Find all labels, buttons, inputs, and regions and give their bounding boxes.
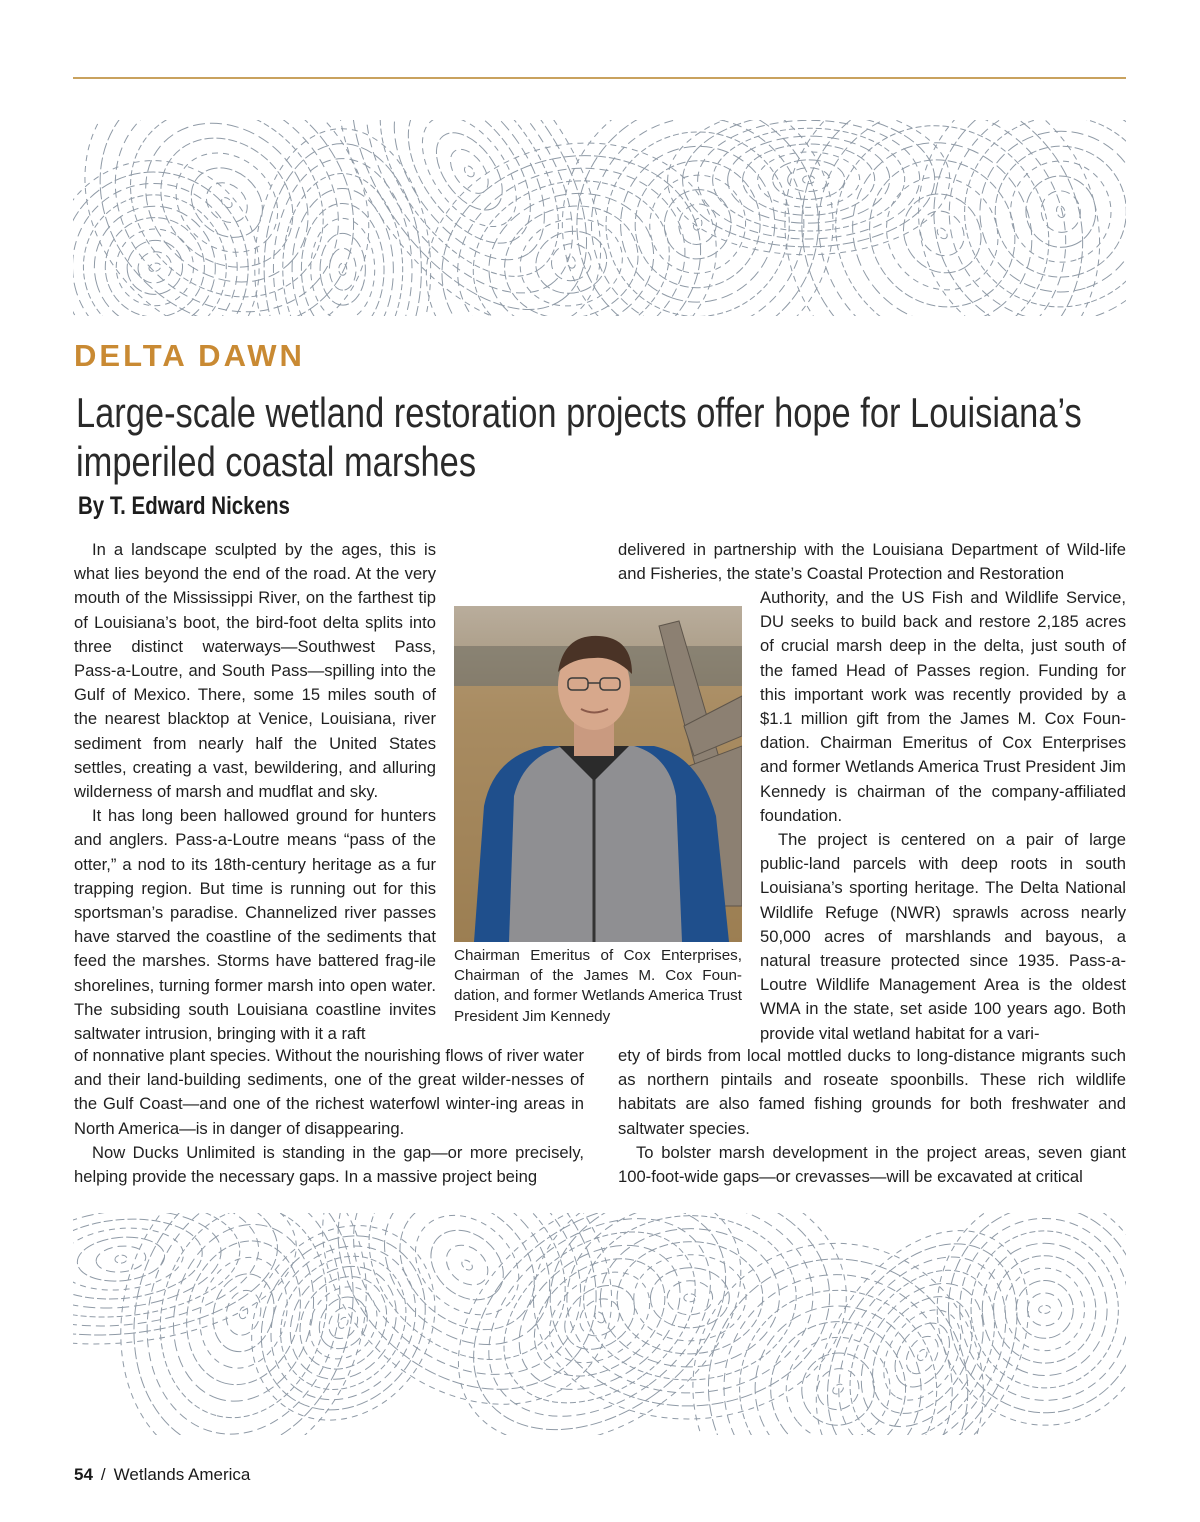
- contour-line: [75, 1233, 166, 1284]
- contour-line: [242, 1218, 445, 1428]
- contour-line: [616, 1240, 765, 1356]
- contour-line: [884, 1313, 961, 1397]
- contour-line: [618, 144, 777, 304]
- contour-line: [809, 1360, 867, 1418]
- paragraph: delivered in partnership with the Louisiana Department of Wild-life and Fisheries, the state’s Coastal Protection and Restoration: [618, 540, 1126, 584]
- contour-line: [792, 120, 1093, 316]
- contour-line: [255, 1232, 431, 1414]
- contour-line: [765, 1316, 911, 1435]
- contour-line: [1015, 1279, 1075, 1339]
- contour-line: [674, 199, 722, 249]
- contour-line: [320, 233, 366, 305]
- contour-line: [911, 202, 973, 264]
- contour-line: [115, 1255, 128, 1264]
- contour-line: [301, 203, 385, 316]
- contour-line: [267, 1213, 668, 1435]
- contour-line: [656, 1213, 1021, 1435]
- contour-line: [285, 120, 653, 316]
- contour-line: [1017, 167, 1105, 256]
- contour-line: [228, 1213, 459, 1435]
- contour-line: [93, 205, 217, 316]
- contour-line: [492, 192, 650, 316]
- left-column-top: [74, 538, 436, 1046]
- contour-line: [1055, 205, 1066, 219]
- right-column-top: [618, 538, 1126, 586]
- contour-line: [431, 1213, 768, 1435]
- contour-line: [291, 188, 394, 316]
- contour-line: [443, 143, 496, 201]
- contour-line: [840, 130, 1045, 316]
- contour-line: [967, 1227, 1122, 1391]
- contour-line: [451, 1213, 748, 1435]
- contour-line: [831, 1382, 845, 1396]
- contour-line: [463, 164, 477, 178]
- contour-line: [107, 219, 203, 315]
- contour-line: [667, 1280, 713, 1315]
- header-rule: [73, 77, 1126, 79]
- contour-line: [73, 120, 404, 316]
- contour-line: [329, 248, 356, 290]
- contour-line: [940, 120, 1126, 316]
- article-byline: By T. Edward Nickens: [78, 492, 290, 520]
- contour-line: [720, 120, 1126, 316]
- contour-line: [460, 1258, 474, 1272]
- contour-line: [198, 175, 255, 231]
- contour-line: [916, 1348, 929, 1362]
- contour-line: [73, 163, 258, 316]
- contour-line: [282, 1260, 404, 1386]
- contour-line: [73, 120, 425, 316]
- contour-line: [288, 1213, 646, 1435]
- paragraph: To bolster marsh development in the project areas, seven giant 100-foot-wide gaps—or crevasses—will be excavated at critical: [618, 1142, 1126, 1187]
- contour-line: [323, 1302, 364, 1344]
- contour-line: [991, 1253, 1098, 1365]
- contour-line: [978, 129, 1126, 294]
- contour-line: [325, 120, 614, 316]
- contour-line: [73, 1213, 304, 1359]
- topo-lines-bottom: [73, 1213, 1126, 1435]
- contour-line: [73, 149, 272, 316]
- paragraph: Authority, and the US Fish and Wildlife Service, DU seeks to build back and restore 2,185 acres of crucial marsh deep in the delta, just south of the famed Head of Passes region. Funding for this important work was recently provided by a $1.1 million gift from the James M. Cox Foun-dation. Chairman Emeritus of Cox Enterprises and former Wetlands America Trust President Jim Kennedy is chairman of the company-affiliated foundation.: [760, 588, 1126, 825]
- contour-line: [438, 1237, 495, 1293]
- page-number: 54: [74, 1465, 93, 1484]
- contour-line: [935, 226, 949, 240]
- contour-line: [353, 1213, 582, 1377]
- contour-line: [582, 1213, 799, 1383]
- contour-line: [902, 120, 1126, 316]
- contour-line: [1036, 186, 1086, 238]
- paragraph: In a landscape sculpted by the ages, this is what lies beyond the end of the road. At the very mouth of the Mississippi River, on the farthest tip of Louisiana’s boot, the bird-foot delta splits into three distinct waterways—Southwest Pass, Pass-a-Loutre, and South Pass—spilling into the Gulf of Mexico. There, some 15 miles south of the nearest blacktop at Venice, Louisiana, river sediment from nearly half the United States settles, creating a vast, bewildering, and alluring wilderness of marsh and mudflat and sky.: [74, 540, 436, 802]
- contour-line: [310, 1213, 625, 1419]
- contour-line: [650, 1267, 730, 1329]
- contour-line: [565, 1213, 816, 1396]
- photo-caption: Chairman Emeritus of Cox Enterprises, Chairman of the James M. Cox Foun-dation, and former Wetlands America Trust President Jim Kennedy: [454, 947, 742, 1025]
- footer-separator: /: [100, 1465, 106, 1484]
- contour-line: [92, 120, 361, 316]
- contour-line: [79, 191, 230, 316]
- topo-lines-top: [73, 120, 1126, 316]
- paragraph: Now Ducks Unlimited is standing in the gap—or more precisely, helping provide the necessary gaps. In a massive project being: [74, 1142, 584, 1187]
- contour-line: [1039, 1305, 1051, 1314]
- contour-line: [727, 136, 890, 224]
- contour-line: [154, 1213, 332, 1417]
- contour-line: [684, 1294, 696, 1302]
- contour-line: [788, 1213, 1056, 1435]
- right-column-bottom: [618, 1044, 1126, 1189]
- contour-line: [73, 1223, 186, 1295]
- topographic-pattern-bottom: [73, 1213, 1126, 1435]
- contour-line: [599, 1226, 782, 1369]
- contour-line: [633, 1253, 747, 1342]
- contour-line: [309, 1288, 377, 1358]
- contour-line: [456, 160, 688, 316]
- contour-line: [887, 178, 997, 288]
- contour-line: [1027, 1292, 1063, 1327]
- topographic-pattern-top: [73, 120, 1126, 316]
- contour-line: [634, 1213, 1043, 1435]
- contour-line: [113, 120, 340, 315]
- portrait-photo: [454, 606, 742, 942]
- publication-name: Wetlands America: [113, 1465, 251, 1484]
- contour-line: [768, 120, 1117, 316]
- contour-line: [712, 128, 905, 232]
- contour-line: [384, 120, 555, 265]
- contour-line: [272, 158, 413, 316]
- contour-line: [998, 148, 1125, 275]
- contour-line: [73, 177, 244, 316]
- contour-line: [864, 154, 1021, 312]
- paragraph: The project is centered on a pair of large public-land parcels with deep roots in south Louisiana’s sporting heritage. The Delta National Wildlife Refuge (NWR) sprawls across nearly 50,000 acres of marshlands and bayous, a natural treasure protected since 1935. Pass-a-Loutre Wildlife Management Area is the oldest WMA in the state, set aside 100 years ago. Both provide vital wetland habitat for a vari-: [760, 830, 1126, 1043]
- contour-line: [339, 263, 347, 275]
- paragraph: of nonnative plant species. Without the nourishing flows of river water and their land-building sediments, one of the great wilder-nesses of the Gulf Coast—and one of the richest waterfowl winter-ing areas in North America—is in danger of disappearing.: [74, 1046, 584, 1138]
- contour-line: [214, 1213, 472, 1435]
- portrait-illustration: [454, 606, 742, 942]
- contour-line: [820, 1244, 1024, 1435]
- contour-line: [411, 1213, 789, 1435]
- contour-line: [73, 135, 286, 316]
- contour-line: [221, 1286, 265, 1339]
- contour-line: [417, 1216, 517, 1314]
- contour-line: [532, 1253, 667, 1381]
- paragraph: ety of birds from local mottled ducks to long-distance migrants such as northern pintails and roseate spoonbills. These rich wildlife habitats are also famed fishing grounds for both freshwater and saltwater species.: [618, 1046, 1126, 1138]
- page-footer: [74, 1465, 250, 1485]
- left-column-bottom: [74, 1044, 584, 1189]
- contour-line: [282, 173, 404, 316]
- contour-line: [296, 1274, 391, 1372]
- article-headline: Large-scale wetland restoration projects offer hope for Louisiana’s imperiled coastal marshes: [76, 389, 1082, 485]
- contour-line: [220, 196, 234, 210]
- contour-line: [1003, 1266, 1087, 1352]
- article-kicker: DELTA DAWN: [74, 338, 305, 373]
- contour-line: [979, 1240, 1110, 1378]
- right-column-middle: [760, 586, 1126, 1046]
- paragraph: It has long been hallowed ground for hunters and anglers. Pass-a-Loutre means “pass of the otter,” a nod to its 18th-century heritage as a fur trapping region. But time is running out for this sportsman’s paradise. Channelized river passes have starved the coastline of the sediments that feed the marshes. Storms have battered frag-ile shorelines, turning former marsh into open water. The subsiding south Louisiana coastline invites saltwater intrusion, bringing with it a raft: [74, 806, 436, 1044]
- contour-line: [104, 1213, 383, 1435]
